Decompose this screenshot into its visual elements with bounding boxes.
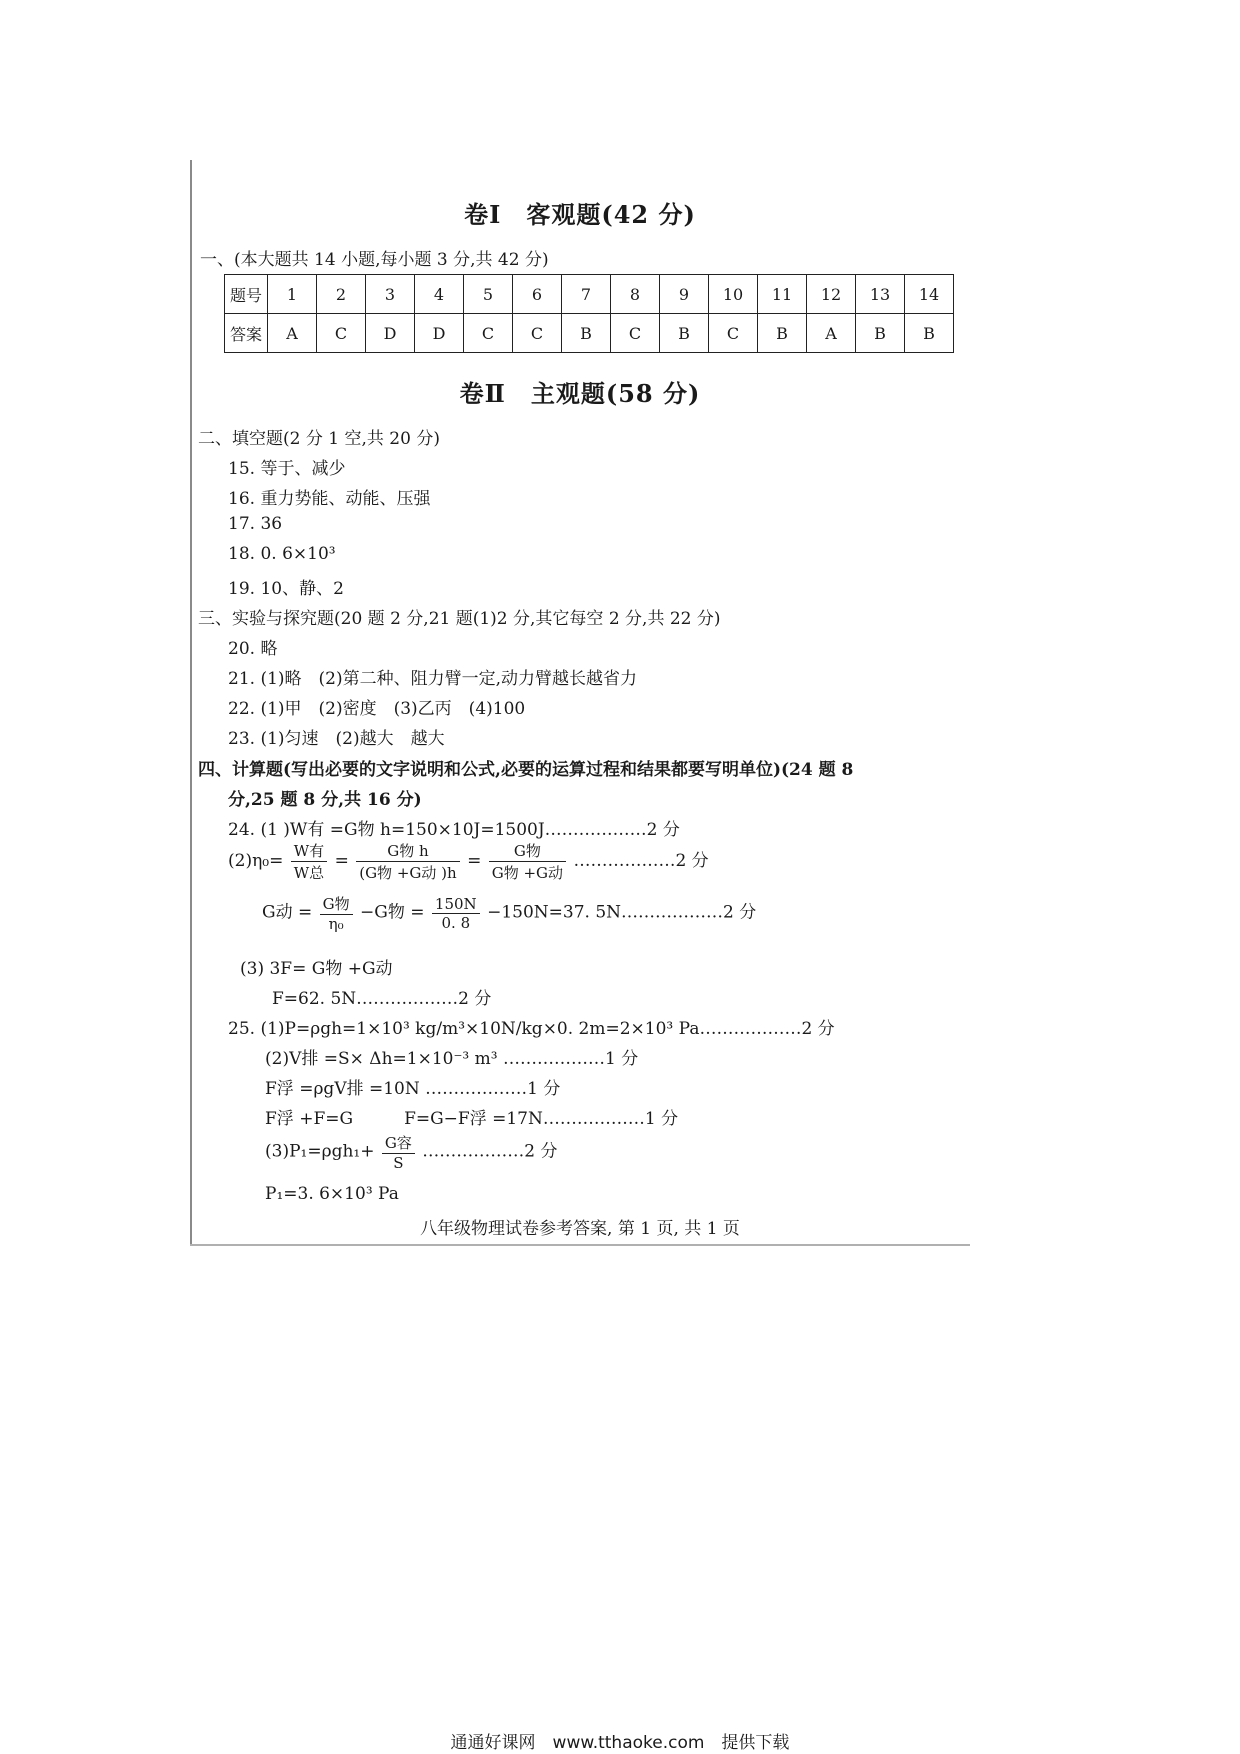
answer-q24-part1: 24. (1 )W有 =G物 h=150×10J=1500J………………2 分	[228, 820, 680, 840]
table-cell: 4	[415, 275, 464, 314]
table-cell: 10	[709, 275, 758, 314]
table-header-cell: 题号	[225, 275, 268, 314]
fraction-numerator: G容	[382, 1132, 415, 1154]
table-cell: 9	[660, 275, 709, 314]
score-note: ………………2 分	[573, 851, 709, 871]
formula-lead: G动 =	[262, 902, 313, 923]
answer-q16: 16. 重力势能、动能、压强	[228, 489, 431, 509]
table-row-numbers	[225, 275, 954, 314]
table-cell: 2	[317, 275, 366, 314]
answer-q15: 15. 等于、减少	[228, 459, 346, 479]
fraction	[291, 840, 327, 883]
answer-q25-part2c: F浮 +F=G F=G−F浮 =17N………………1 分	[265, 1109, 679, 1129]
equals-sign: =	[334, 851, 349, 871]
section4-title-line2: 分,25 题 8 分,共 16 分)	[228, 790, 422, 810]
fraction	[320, 893, 353, 933]
site-footer: 通通好课网 www.tthaoke.com 提供下载	[450, 1733, 790, 1753]
answer-q25-part3b: P₁=3. 6×10³ Pa	[265, 1184, 399, 1204]
fraction	[489, 840, 566, 883]
score-note: −150N=37. 5N………………2 分	[487, 902, 757, 923]
fraction-denominator: S	[393, 1154, 404, 1172]
heading-part1: 卷Ⅰ 客观题(42 分)	[464, 200, 696, 229]
answer-q21: 21. (1)略 (2)第二种、阻力臂一定,动力臂越长越省力	[228, 669, 638, 689]
equals-sign: =	[467, 851, 482, 871]
fraction-denominator: η₀	[328, 915, 344, 933]
answer-q25-part2b: F浮 =ρgV排 =10N ………………1 分	[265, 1079, 561, 1099]
answer-q25-part2: (2)V排 =S× Δh=1×10⁻³ m³ ………………1 分	[265, 1049, 639, 1069]
fraction-numerator: W有	[291, 840, 327, 862]
formula-lead: (2)η₀=	[228, 851, 284, 871]
fraction-numerator: G物 h	[356, 840, 459, 862]
fraction-denominator: (G物 +G动 )h	[359, 864, 457, 882]
fraction	[432, 895, 480, 932]
section4-title-line1: 四、计算题(写出必要的文字说明和公式,必要的运算过程和结果都要写明单位)(24 题 8	[198, 760, 854, 780]
table-cell: 7	[562, 275, 611, 314]
fraction-numerator: 150N	[432, 895, 480, 914]
section2-title: 二、填空题(2 分 1 空,共 20 分)	[198, 429, 440, 449]
table-row-answers	[225, 314, 954, 353]
answer-q19: 19. 10、静、2	[228, 579, 344, 599]
answer-q25-part1: 25. (1)P=ρgh=1×10³ kg/m³×10N/kg×0. 2m=2×10³ Pa………………2 分	[228, 1019, 835, 1039]
section3-title: 三、实验与探究题(20 题 2 分,21 题(1)2 分,其它每空 2 分,共 22 分)	[198, 609, 721, 629]
table-cell: 5	[464, 275, 513, 314]
table-cell: B	[758, 314, 807, 353]
table-cell: A	[807, 314, 856, 353]
answer-q24-part2	[228, 840, 709, 883]
answer-q22: 22. (1)甲 (2)密度 (3)乙丙 (4)100	[228, 699, 526, 719]
formula-lead: (3)P₁=ρgh₁+	[265, 1141, 375, 1162]
table-cell: 12	[807, 275, 856, 314]
table-cell: 1	[268, 275, 317, 314]
fraction-denominator: 0. 8	[441, 913, 471, 932]
table-cell: A	[268, 314, 317, 353]
table-cell: D	[366, 314, 415, 353]
table-cell: C	[317, 314, 366, 353]
table-cell: 13	[856, 275, 905, 314]
table-cell: C	[709, 314, 758, 353]
answer-table	[224, 274, 954, 353]
table-cell: C	[464, 314, 513, 353]
table-cell: C	[611, 314, 660, 353]
section1-title: 一、(本大题共 14 小题,每小题 3 分,共 42 分)	[200, 250, 549, 270]
score-note: ………………2 分	[422, 1141, 558, 1162]
table-cell: 6	[513, 275, 562, 314]
table-cell: B	[856, 314, 905, 353]
table-cell: B	[660, 314, 709, 353]
answer-q25-part3	[265, 1132, 558, 1172]
page-footer: 八年级物理试卷参考答案, 第 1 页, 共 1 页	[420, 1219, 740, 1239]
formula-middle: −G物 =	[360, 902, 425, 923]
answer-q23: 23. (1)匀速 (2)越大 越大	[228, 729, 445, 749]
answer-q18: 18. 0. 6×10³	[228, 544, 336, 564]
fraction-denominator: W总	[293, 864, 325, 882]
fraction-numerator: G物	[320, 893, 353, 915]
table-cell: 14	[905, 275, 954, 314]
fraction-numerator: G物	[489, 840, 566, 862]
table-cell: 11	[758, 275, 807, 314]
table-cell: B	[562, 314, 611, 353]
heading-part2: 卷Ⅱ 主观题(58 分)	[459, 379, 701, 408]
table-cell: B	[905, 314, 954, 353]
fraction-denominator: G物 +G动	[491, 864, 564, 882]
table-header-cell: 答案	[225, 314, 268, 353]
table-cell: C	[513, 314, 562, 353]
table-cell: D	[415, 314, 464, 353]
fraction	[356, 840, 459, 883]
answer-q24-part2b	[262, 893, 756, 933]
answer-q24-part3: (3) 3F= G物 +G动	[240, 959, 393, 979]
fraction	[382, 1132, 415, 1172]
answer-q20: 20. 略	[228, 639, 278, 659]
answer-q17: 17. 36	[228, 514, 283, 534]
table-cell: 3	[366, 275, 415, 314]
table-cell: 8	[611, 275, 660, 314]
answer-q24-part3b: F=62. 5N………………2 分	[272, 989, 492, 1009]
